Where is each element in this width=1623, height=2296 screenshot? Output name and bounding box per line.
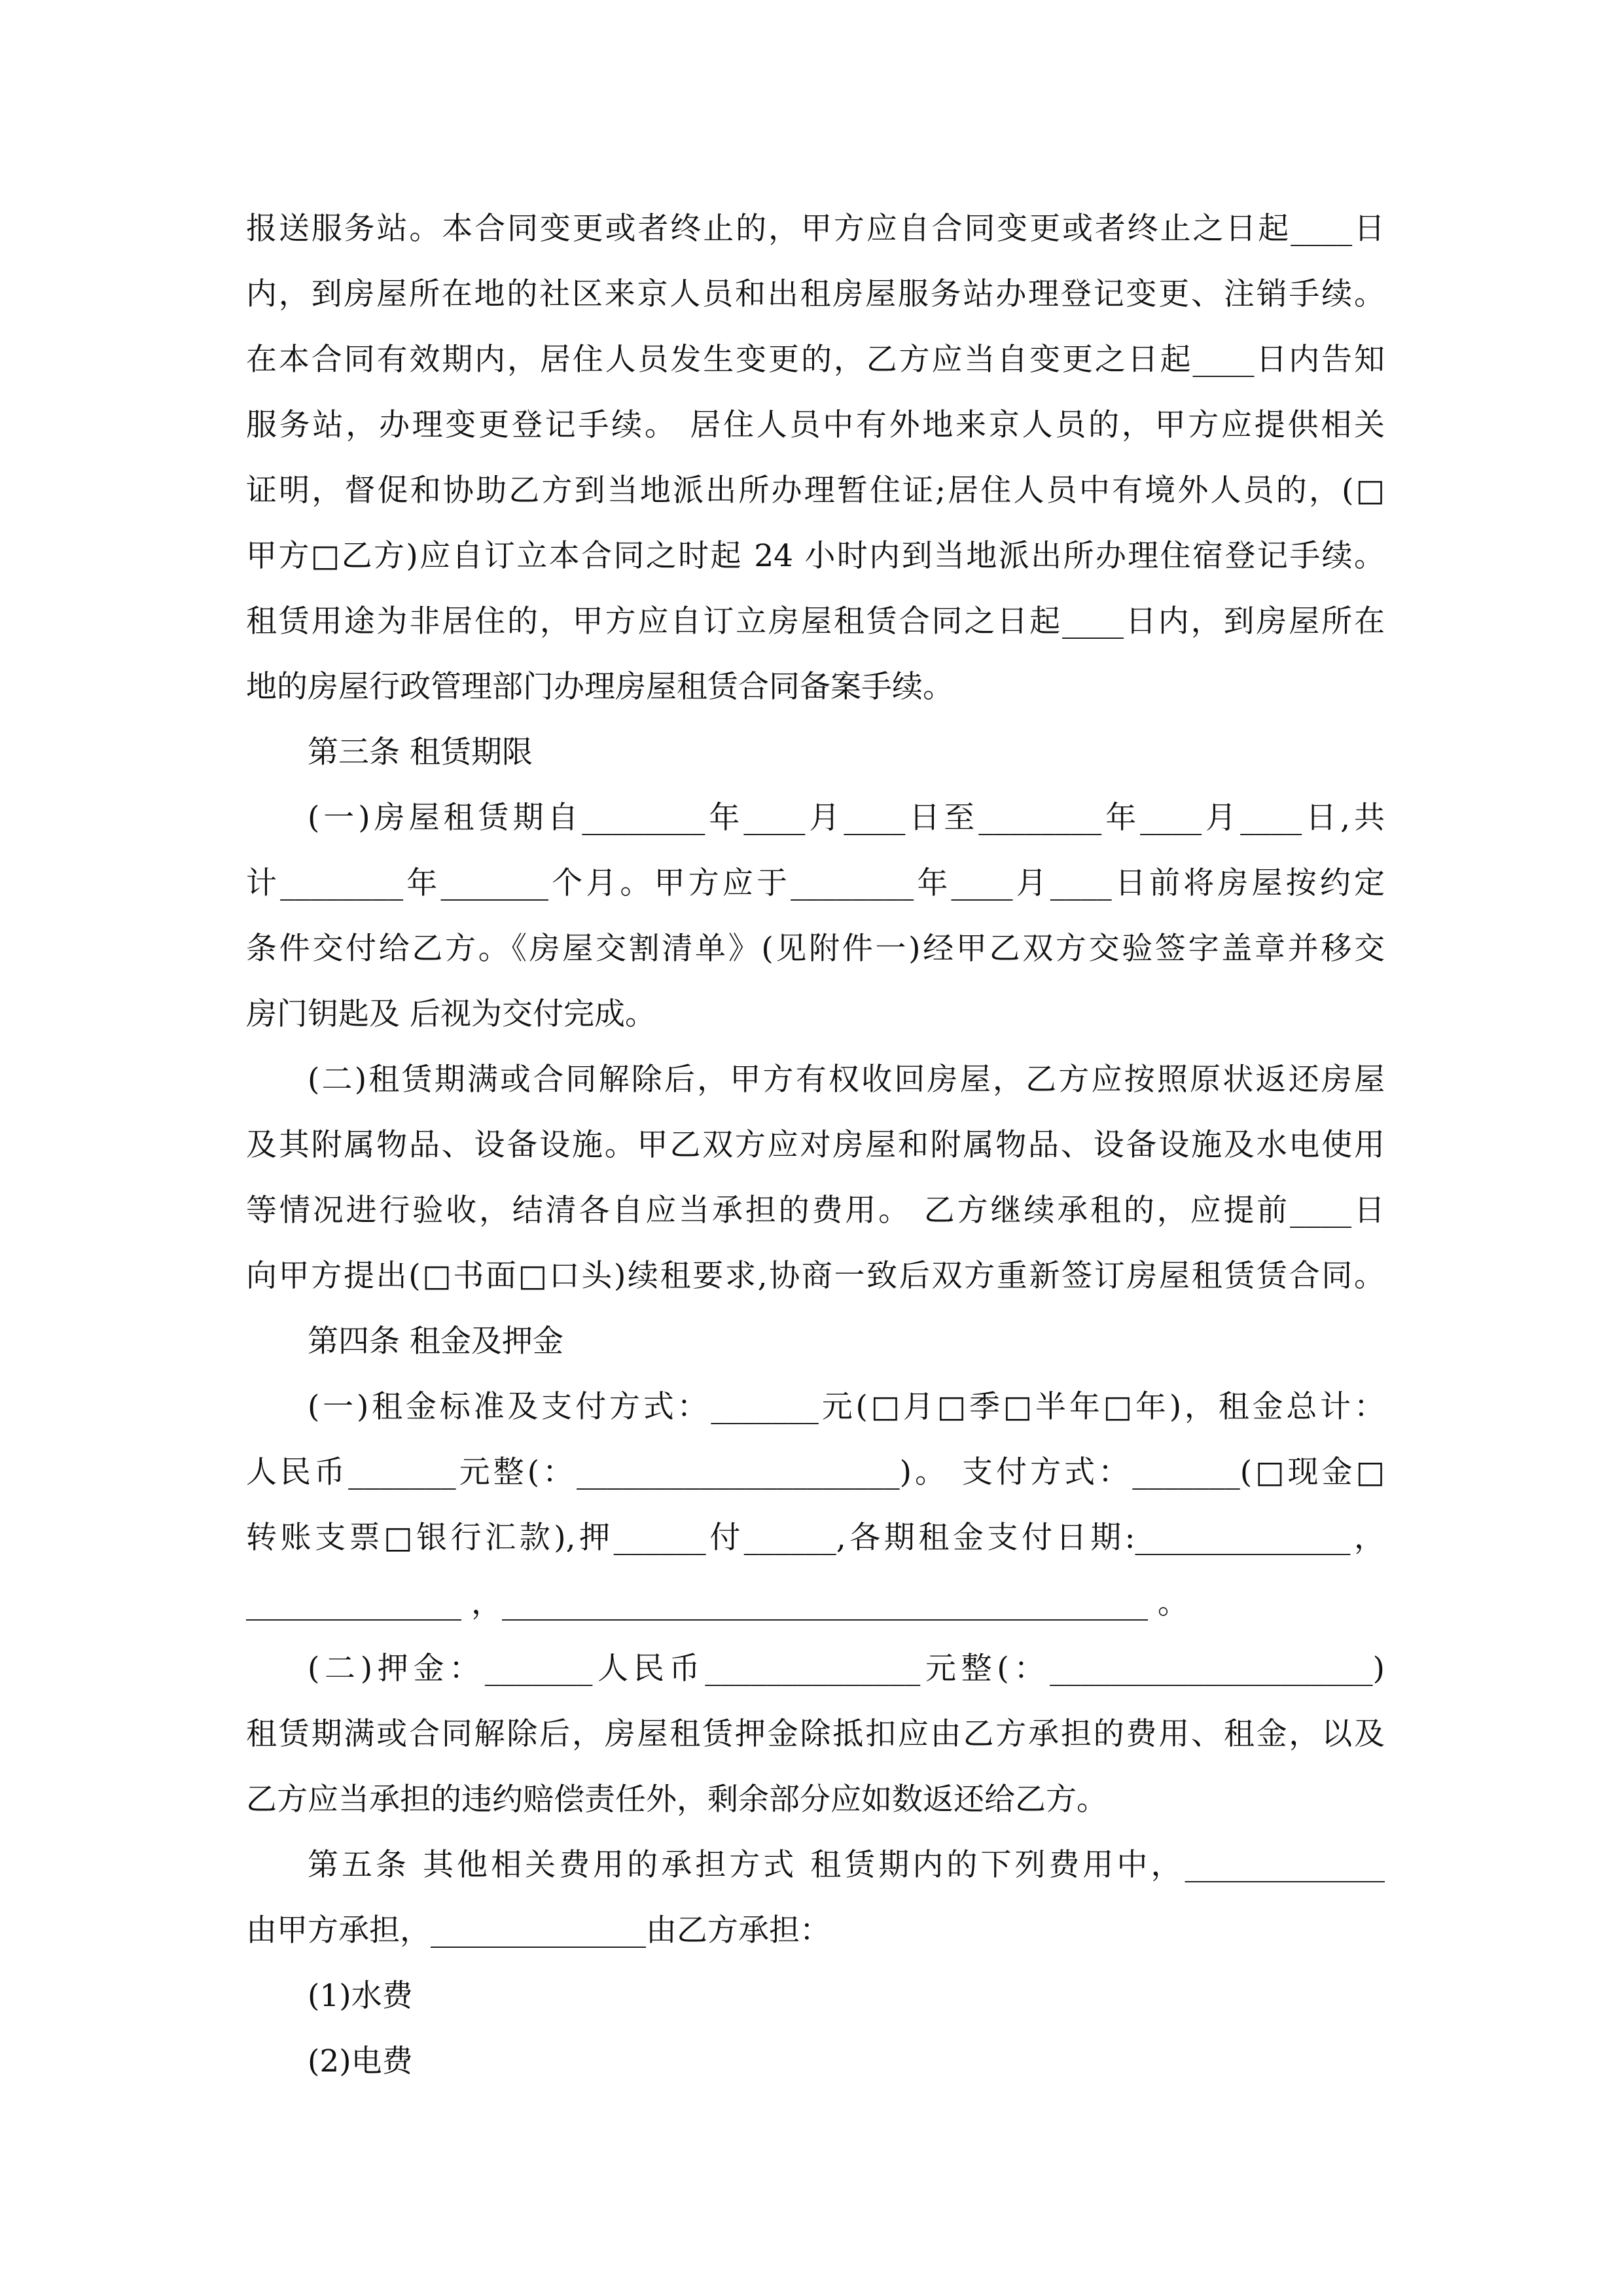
section-heading: 第三条 租赁期限	[308, 734, 533, 770]
list-item: (1)水费	[308, 1978, 413, 2014]
text-line: 证明，督促和协助乙方到当地派出所办理暂住证;居住人员中有境外人员的，(□	[246, 473, 1385, 509]
text-line: 向甲方提出(□书面□口头)续租要求,协商一致后双方重新签订房屋租赁赁合同。	[246, 1258, 1385, 1294]
text-line: 报送服务站。本合同变更或者终止的，甲方应自合同变更或者终止之日起____日	[246, 211, 1385, 247]
text-line: 转账支票□银行汇款),押______付______,各期租金支付日期:______________，	[246, 1520, 1385, 1556]
text-line: (二)押金：_______人民币______________元整(：_____________________)	[308, 1651, 1385, 1687]
text-line: 地的房屋行政管理部门办理房屋租赁合同备案手续。	[246, 669, 954, 705]
text-line: 服务站，办理变更登记手续。 居住人员中有外地来京人员的，甲方应提供相关	[246, 407, 1385, 443]
text-line: 乙方应当承担的违约赔偿责任外，剩余部分应如数返还给乙方。	[246, 1782, 1107, 1818]
text-line: (一)房屋租赁期自________年____月____日至________年____月____日,共	[308, 800, 1385, 836]
text-line: 等情况进行验收，结清各自应当承担的费用。 乙方继续承租的，应提前____日	[246, 1193, 1385, 1229]
text-line: 甲方□乙方)应自订立本合同之时起 24 小时内到当地派出所办理住宿登记手续。	[246, 538, 1385, 574]
section-heading: 第四条 租金及押金	[308, 1323, 563, 1359]
text-line: 人民币_______元整(：_____________________)。 支付方式：_______(□现金□	[246, 1454, 1385, 1490]
text-line: 由甲方承担，______________由乙方承担：	[246, 1912, 830, 1948]
list-item: (2)电费	[308, 2043, 413, 2079]
text-line: (二)租赁期满或合同解除后，甲方有权收回房屋，乙方应按照原状返还房屋	[308, 1062, 1385, 1098]
text-line: 在本合同有效期内，居住人员发生变更的，乙方应当自变更之日起____日内告知	[246, 342, 1385, 378]
text-line: 计________年_______个月。甲方应于________年____月____日前将房屋按约定	[246, 865, 1385, 901]
text-line: 租赁期满或合同解除后，房屋租赁押金除抵扣应由乙方承担的费用、租金，以及	[246, 1716, 1385, 1752]
text-line: 条件交付给乙方。《房屋交割清单》(见附件一)经甲乙双方交验签字盖章并移交	[246, 931, 1385, 967]
text-line: 租赁用途为非居住的，甲方应自订立房屋租赁合同之日起____日内，到房屋所在	[246, 603, 1385, 639]
section-heading: 第五条 其他相关费用的承担方式 租赁期内的下列费用中，_____________	[308, 1847, 1385, 1883]
text-line: 内，到房屋所在地的社区来京人员和出租房屋服务站办理登记变更、注销手续。	[246, 276, 1385, 312]
text-line: 房门钥匙及 后视为交付完成。	[246, 996, 656, 1032]
text-line: (一)租金标准及支付方式：_______元(□月□季□半年□年)，租金总计：	[308, 1389, 1385, 1425]
text-line: 及其附属物品、设备设施。甲乙双方应对房屋和附属物品、设备设施及水电使用	[246, 1127, 1385, 1163]
text-line: ______________ ，__________________________________________ 。	[246, 1585, 1188, 1621]
